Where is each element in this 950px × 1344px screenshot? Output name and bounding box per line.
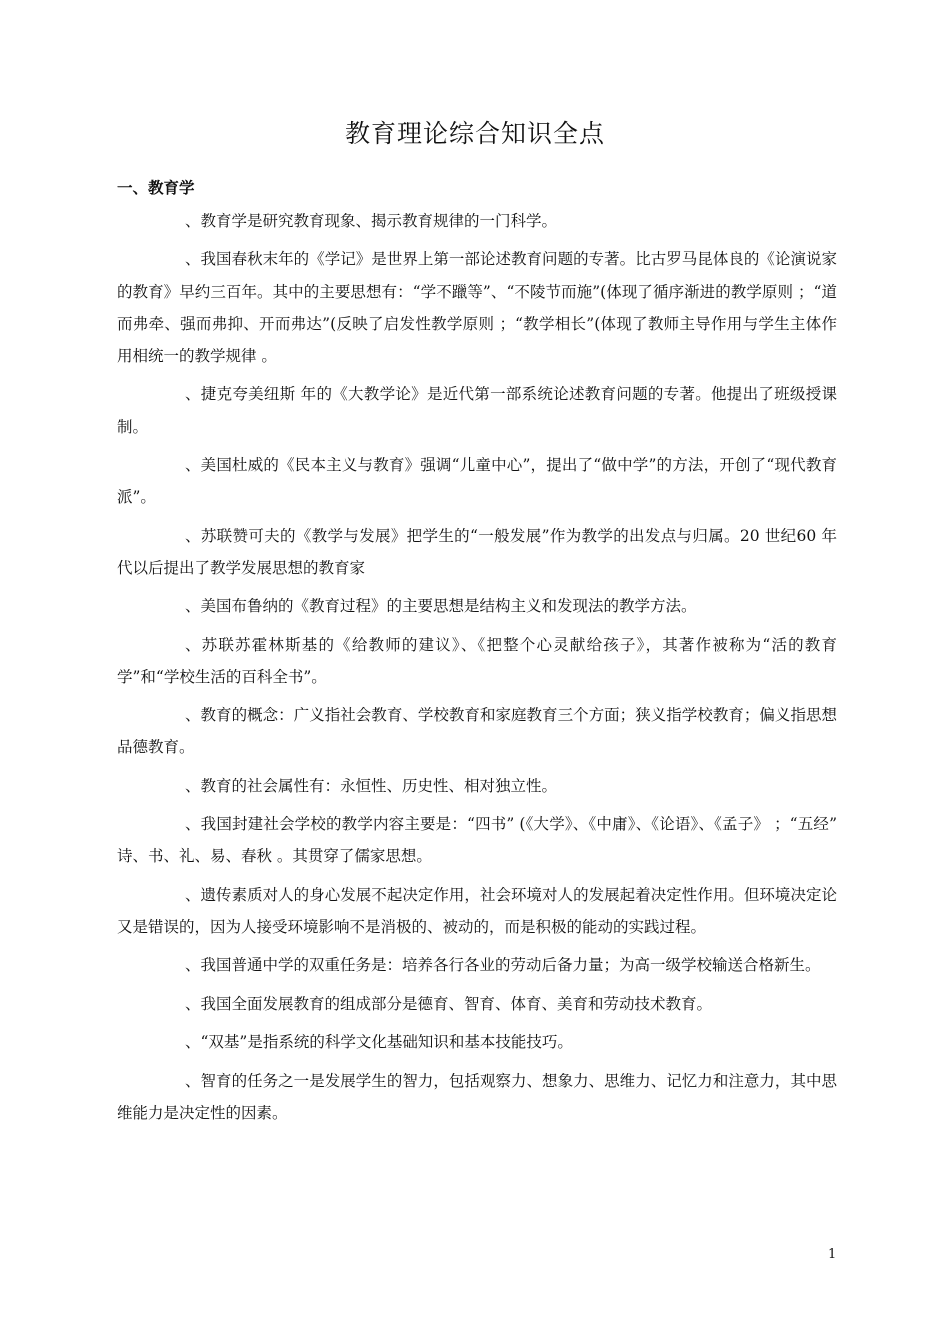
body-text [117, 205, 837, 1135]
paragraph-6: 、美国布鲁纳的《教育过程》的主要思想是结构主义和发现法的教学方法。 [185, 597, 697, 616]
section-heading: 一、教育学 [117, 178, 195, 197]
paragraph-15: 、智育的任务之一是发展学生的智力，包括观察力、想象力、思维力、记忆力和注意力，其中思维能力是决定性的因素。 [117, 1071, 837, 1122]
page-number: 1 [828, 1247, 837, 1262]
paragraph-11: 、遗传素质对人的身心发展不起决定作用，社会环境对人的发展起着决定性作用。但环境决定论又是错误的，因为人接受环境影响不是消极的、被动的，而是积极的能动的实践过程。 [117, 885, 837, 936]
paragraph-12: 、我国普通中学的双重任务是：培养各行各业的劳动后备力量；为高一级学校输送合格新生。 [185, 956, 821, 975]
paragraph-2: 、我国春秋末年的《学记》是世界上第一部论述教育问题的专著。比古罗马昆体良的《论演说家的教育》早约三百年。其中的主要思想有：“学不躐等”、“不陵节而施”(体现了循序渐进的教学原则 ；“道而弗牵、强而弗抑、开而弗达”(反映了启发性教学原则 ；“教学相长”(体现了教师主导作用与学生主体作用相统一的教学规律 。 [117, 250, 837, 365]
document-title: 教育理论综合知识全点 [344, 119, 605, 148]
paragraph-9: 、教育的社会属性有：永恒性、历史性、相对独立性。 [185, 776, 558, 795]
paragraph-1: 、教育学是研究教育现象、揭示教育规律的一门科学。 [185, 212, 558, 230]
paragraph-8: 、教育的概念：广义指社会教育、学校教育和家庭教育三个方面；狭义指学校教育；偏义指思想品德教育。 [117, 706, 837, 757]
paragraph-5: 、苏联赞可夫的《教学与发展》把学生的“一般发展”作为教学的出发点与归属。20 世纪60 年代以后提出了教学发展思想的教育家 [117, 526, 837, 577]
paragraph-13: 、我国全面发展教育的组成部分是德育、智育、体育、美育和劳动技术教育。 [185, 994, 713, 1013]
paragraph-14: 、“双基”是指系统的科学文化基础知识和基本技能技巧。 [185, 1033, 573, 1052]
paragraph-3: 、捷克夸美纽斯 年的《大教学论》是近代第一部系统论述教育问题的专著。他提出了班级授课制。 [117, 385, 837, 436]
paragraph-10: 、我国封建社会学校的教学内容主要是：“四书” (《大学》、《中庸》、《论语》、《孟子》 ；“五经” 诗、书、礼、易、春秋 。其贯穿了儒家思想。 [117, 815, 837, 866]
paragraph-4: 、美国杜威的《民本主义与教育》强调“儿童中心”，提出了“做中学”的方法，开创了“现代教育派”。 [117, 455, 837, 507]
paragraph-7: 、苏联苏霍林斯基的《给教师的建议》、《把整个心灵献给孩子》，其著作被称为“活的教育学”和“学校生活的百科全书”。 [117, 635, 837, 686]
